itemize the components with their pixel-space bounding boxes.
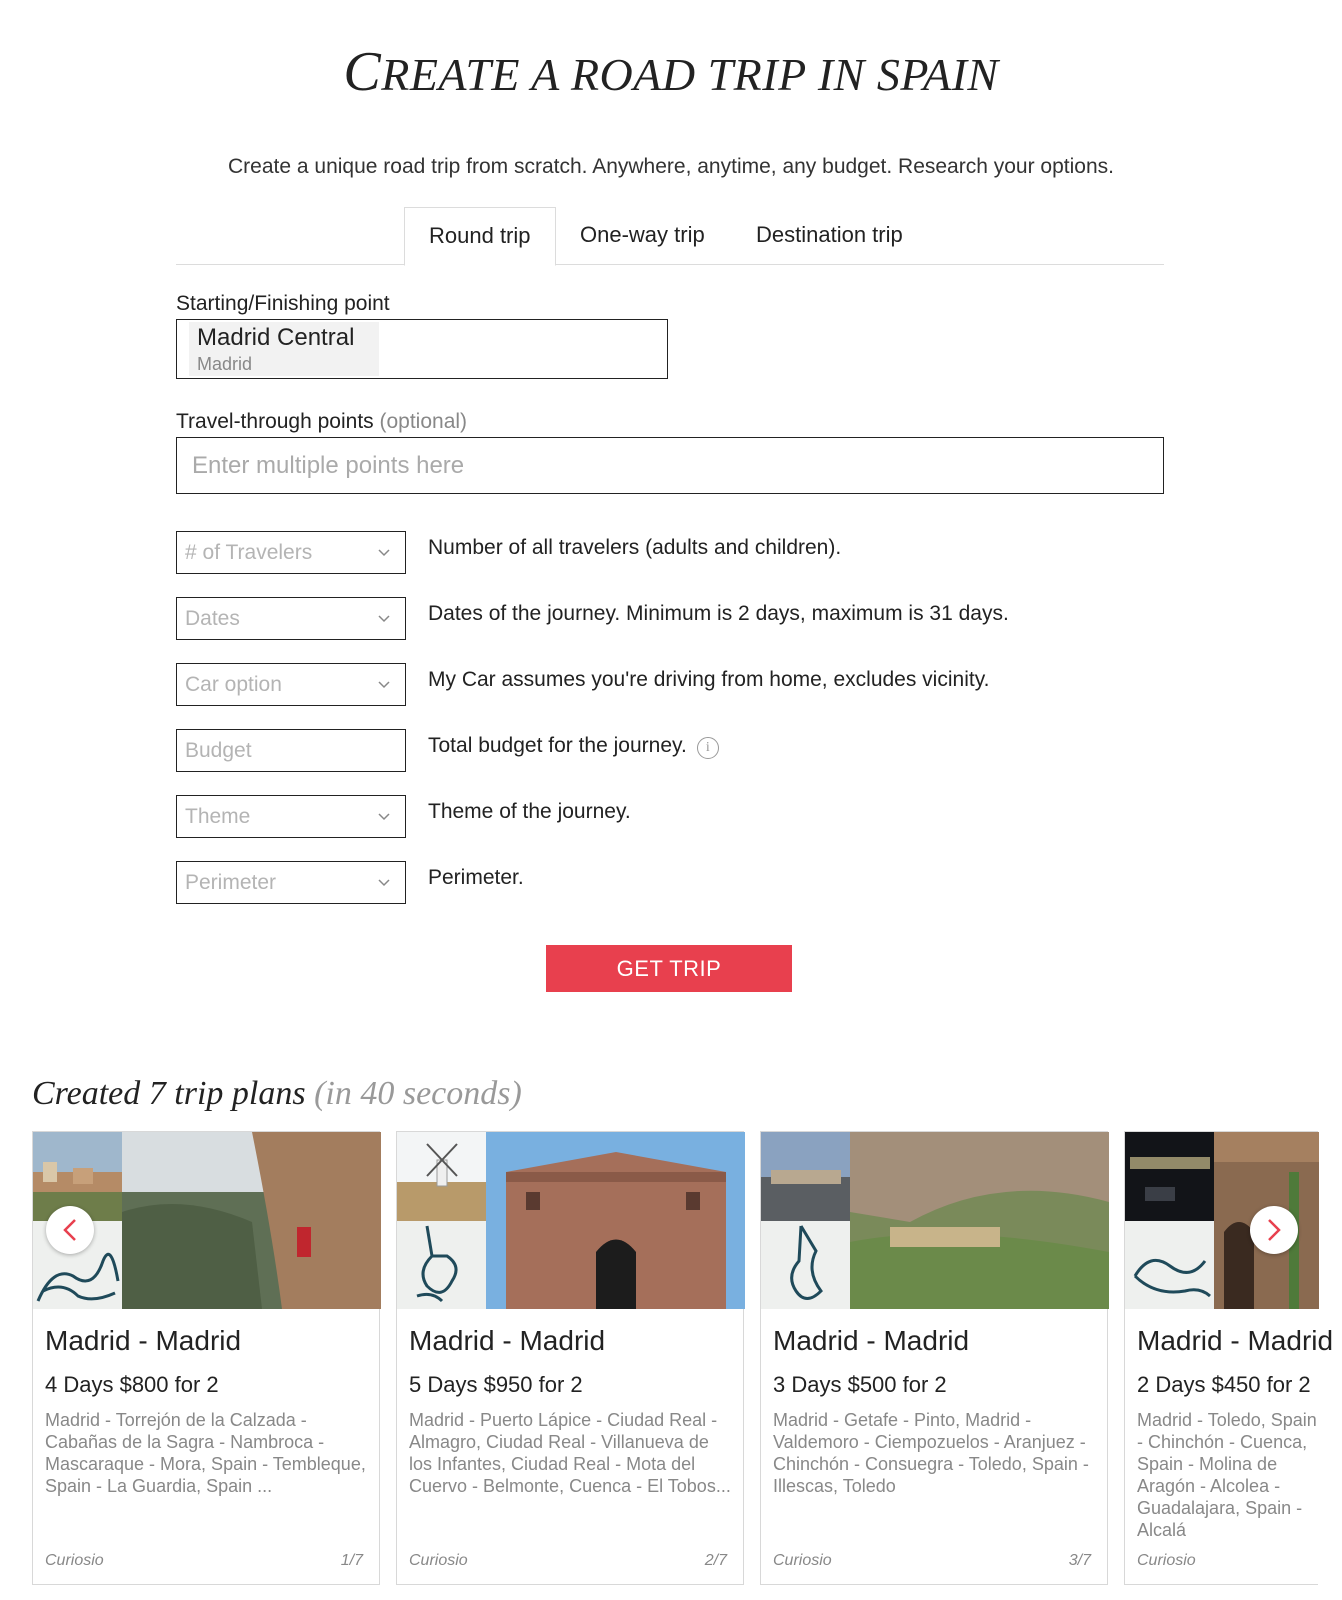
trip-card-route: Madrid - Torrejón de la Calzada - Cabañas de la Sagra - Nambroca - Mascaraque - Mora, Spain - Tembleque, Spain - La Guardia, Spain ... bbox=[45, 1410, 366, 1496]
results-heading bbox=[32, 1075, 522, 1113]
info-icon[interactable]: i bbox=[697, 737, 719, 759]
title-rest: REATE A ROAD TRIP IN SPAIN bbox=[381, 49, 999, 100]
chevron-down-icon bbox=[377, 809, 391, 823]
trip-card-title: Madrid - Madrid bbox=[773, 1325, 970, 1356]
travelers-placeholder: # of Travelers bbox=[185, 541, 313, 564]
car-option-description: My Car assumes you're driving from home, excludes vicinity. bbox=[428, 668, 990, 691]
car-option-placeholder: Car option bbox=[185, 673, 282, 696]
tab-round-trip[interactable]: Round trip bbox=[404, 207, 556, 266]
trip-card-brand: Curiosio bbox=[773, 1552, 832, 1569]
travelers-description: Number of all travelers (adults and children). bbox=[428, 536, 842, 559]
budget-input[interactable] bbox=[176, 729, 406, 772]
trip-card-price: 4 Days $800 for 2 bbox=[45, 1372, 219, 1397]
trip-card-brand: Curiosio bbox=[409, 1552, 468, 1569]
trip-card-route: Madrid - Getafe - Pinto, Madrid - Valdemoro - Ciempozuelos - Aranjuez - Chinchón - Consuegra - Toledo, Spain - Illescas, Toledo bbox=[773, 1410, 1089, 1496]
through-points-label bbox=[176, 410, 467, 434]
windmill-photo bbox=[397, 1132, 486, 1221]
trip-card-route: Madrid - Toledo, Spain - Chinchón - Cuenca, Spain - Molina de Aragón - Alcolea - Guadalajara, Spain - Alcalá bbox=[1137, 1410, 1317, 1540]
start-point-region: Madrid bbox=[197, 354, 253, 374]
start-point-label: Starting/Finishing point bbox=[176, 292, 390, 315]
trip-type-tabs bbox=[176, 207, 1164, 265]
results-count: Created 7 trip plans bbox=[32, 1075, 306, 1112]
dates-select[interactable] bbox=[176, 597, 406, 640]
hiking-photo bbox=[122, 1132, 381, 1309]
carousel-next-button[interactable] bbox=[1250, 1206, 1298, 1254]
dates-description: Dates of the journey. Minimum is 2 days, maximum is 31 days. bbox=[428, 602, 1009, 625]
chevron-down-icon bbox=[377, 677, 391, 691]
trip-card[interactable] bbox=[1124, 1131, 1334, 1585]
trip-card-route: Madrid - Puerto Lápice - Ciudad Real - Almagro, Ciudad Real - Villanueva de los Infantes, Ciudad Real - Mota del Cuervo - Belmonte, Cuenca - El Tobos... bbox=[409, 1410, 731, 1496]
city-view-photo bbox=[761, 1132, 850, 1221]
get-trip-button[interactable]: GET TRIP bbox=[546, 945, 792, 992]
title-initial: C bbox=[343, 41, 382, 103]
chevron-down-icon bbox=[377, 611, 391, 625]
car-option-select[interactable] bbox=[176, 663, 406, 706]
night-photo bbox=[1125, 1132, 1214, 1221]
trip-card[interactable] bbox=[760, 1131, 1108, 1585]
page-title bbox=[0, 40, 1342, 104]
trip-card-images bbox=[761, 1132, 1107, 1309]
trip-card-index: 1/7 bbox=[340, 1552, 363, 1569]
page-subtitle: Create a unique road trip from scratch. Anywhere, anytime, any budget. Research your options. bbox=[228, 155, 1114, 178]
chevron-down-icon bbox=[377, 875, 391, 889]
theme-placeholder: Theme bbox=[185, 805, 251, 828]
budget-description bbox=[428, 734, 719, 759]
optional-hint: (optional) bbox=[379, 410, 468, 433]
theme-select[interactable] bbox=[176, 795, 406, 838]
trip-card[interactable] bbox=[32, 1131, 380, 1585]
start-point-field[interactable] bbox=[176, 319, 668, 379]
chevron-down-icon bbox=[377, 545, 391, 559]
trip-card-price: 3 Days $500 for 2 bbox=[773, 1372, 947, 1397]
perimeter-description: Perimeter. bbox=[428, 866, 524, 889]
chevron-right-icon bbox=[1264, 1218, 1284, 1242]
trip-card-index: 3/7 bbox=[1068, 1552, 1091, 1569]
tab-one-way-trip[interactable]: One-way trip bbox=[580, 222, 705, 247]
carousel-prev-button[interactable] bbox=[46, 1206, 94, 1254]
through-points-input[interactable] bbox=[176, 437, 1164, 494]
dates-placeholder: Dates bbox=[185, 607, 240, 630]
perimeter-placeholder: Perimeter bbox=[185, 871, 277, 894]
travelers-select[interactable] bbox=[176, 531, 406, 574]
trip-card-title: Madrid - Madrid bbox=[409, 1325, 606, 1356]
trip-card-images bbox=[397, 1132, 743, 1309]
start-point-value: Madrid Central bbox=[197, 324, 355, 351]
trip-card-index: 2/7 bbox=[704, 1552, 727, 1569]
start-point-chip[interactable] bbox=[189, 322, 379, 376]
painting-photo bbox=[850, 1132, 1109, 1309]
perimeter-select[interactable] bbox=[176, 861, 406, 904]
building-photo bbox=[486, 1132, 745, 1309]
trip-card-title: Madrid - Madrid bbox=[1137, 1325, 1334, 1356]
through-points-label-text: Travel-through points bbox=[176, 410, 374, 433]
trip-card[interactable] bbox=[396, 1131, 744, 1585]
route-map bbox=[397, 1221, 486, 1309]
results-time: (in 40 seconds) bbox=[314, 1075, 522, 1112]
trip-card-price: 5 Days $950 for 2 bbox=[409, 1372, 583, 1397]
trip-card-title: Madrid - Madrid bbox=[45, 1325, 242, 1356]
budget-description-text: Total budget for the journey. bbox=[428, 734, 687, 757]
route-map bbox=[761, 1221, 850, 1309]
tab-destination-trip[interactable]: Destination trip bbox=[756, 222, 903, 247]
trip-card-price: 2 Days $450 for 2 bbox=[1137, 1372, 1311, 1397]
route-map bbox=[1125, 1221, 1214, 1309]
theme-description: Theme of the journey. bbox=[428, 800, 631, 823]
budget-placeholder: Budget bbox=[185, 739, 252, 762]
trip-card-brand: Curiosio bbox=[45, 1552, 104, 1569]
chevron-left-icon bbox=[60, 1218, 80, 1242]
trip-card-brand: Curiosio bbox=[1137, 1552, 1196, 1569]
